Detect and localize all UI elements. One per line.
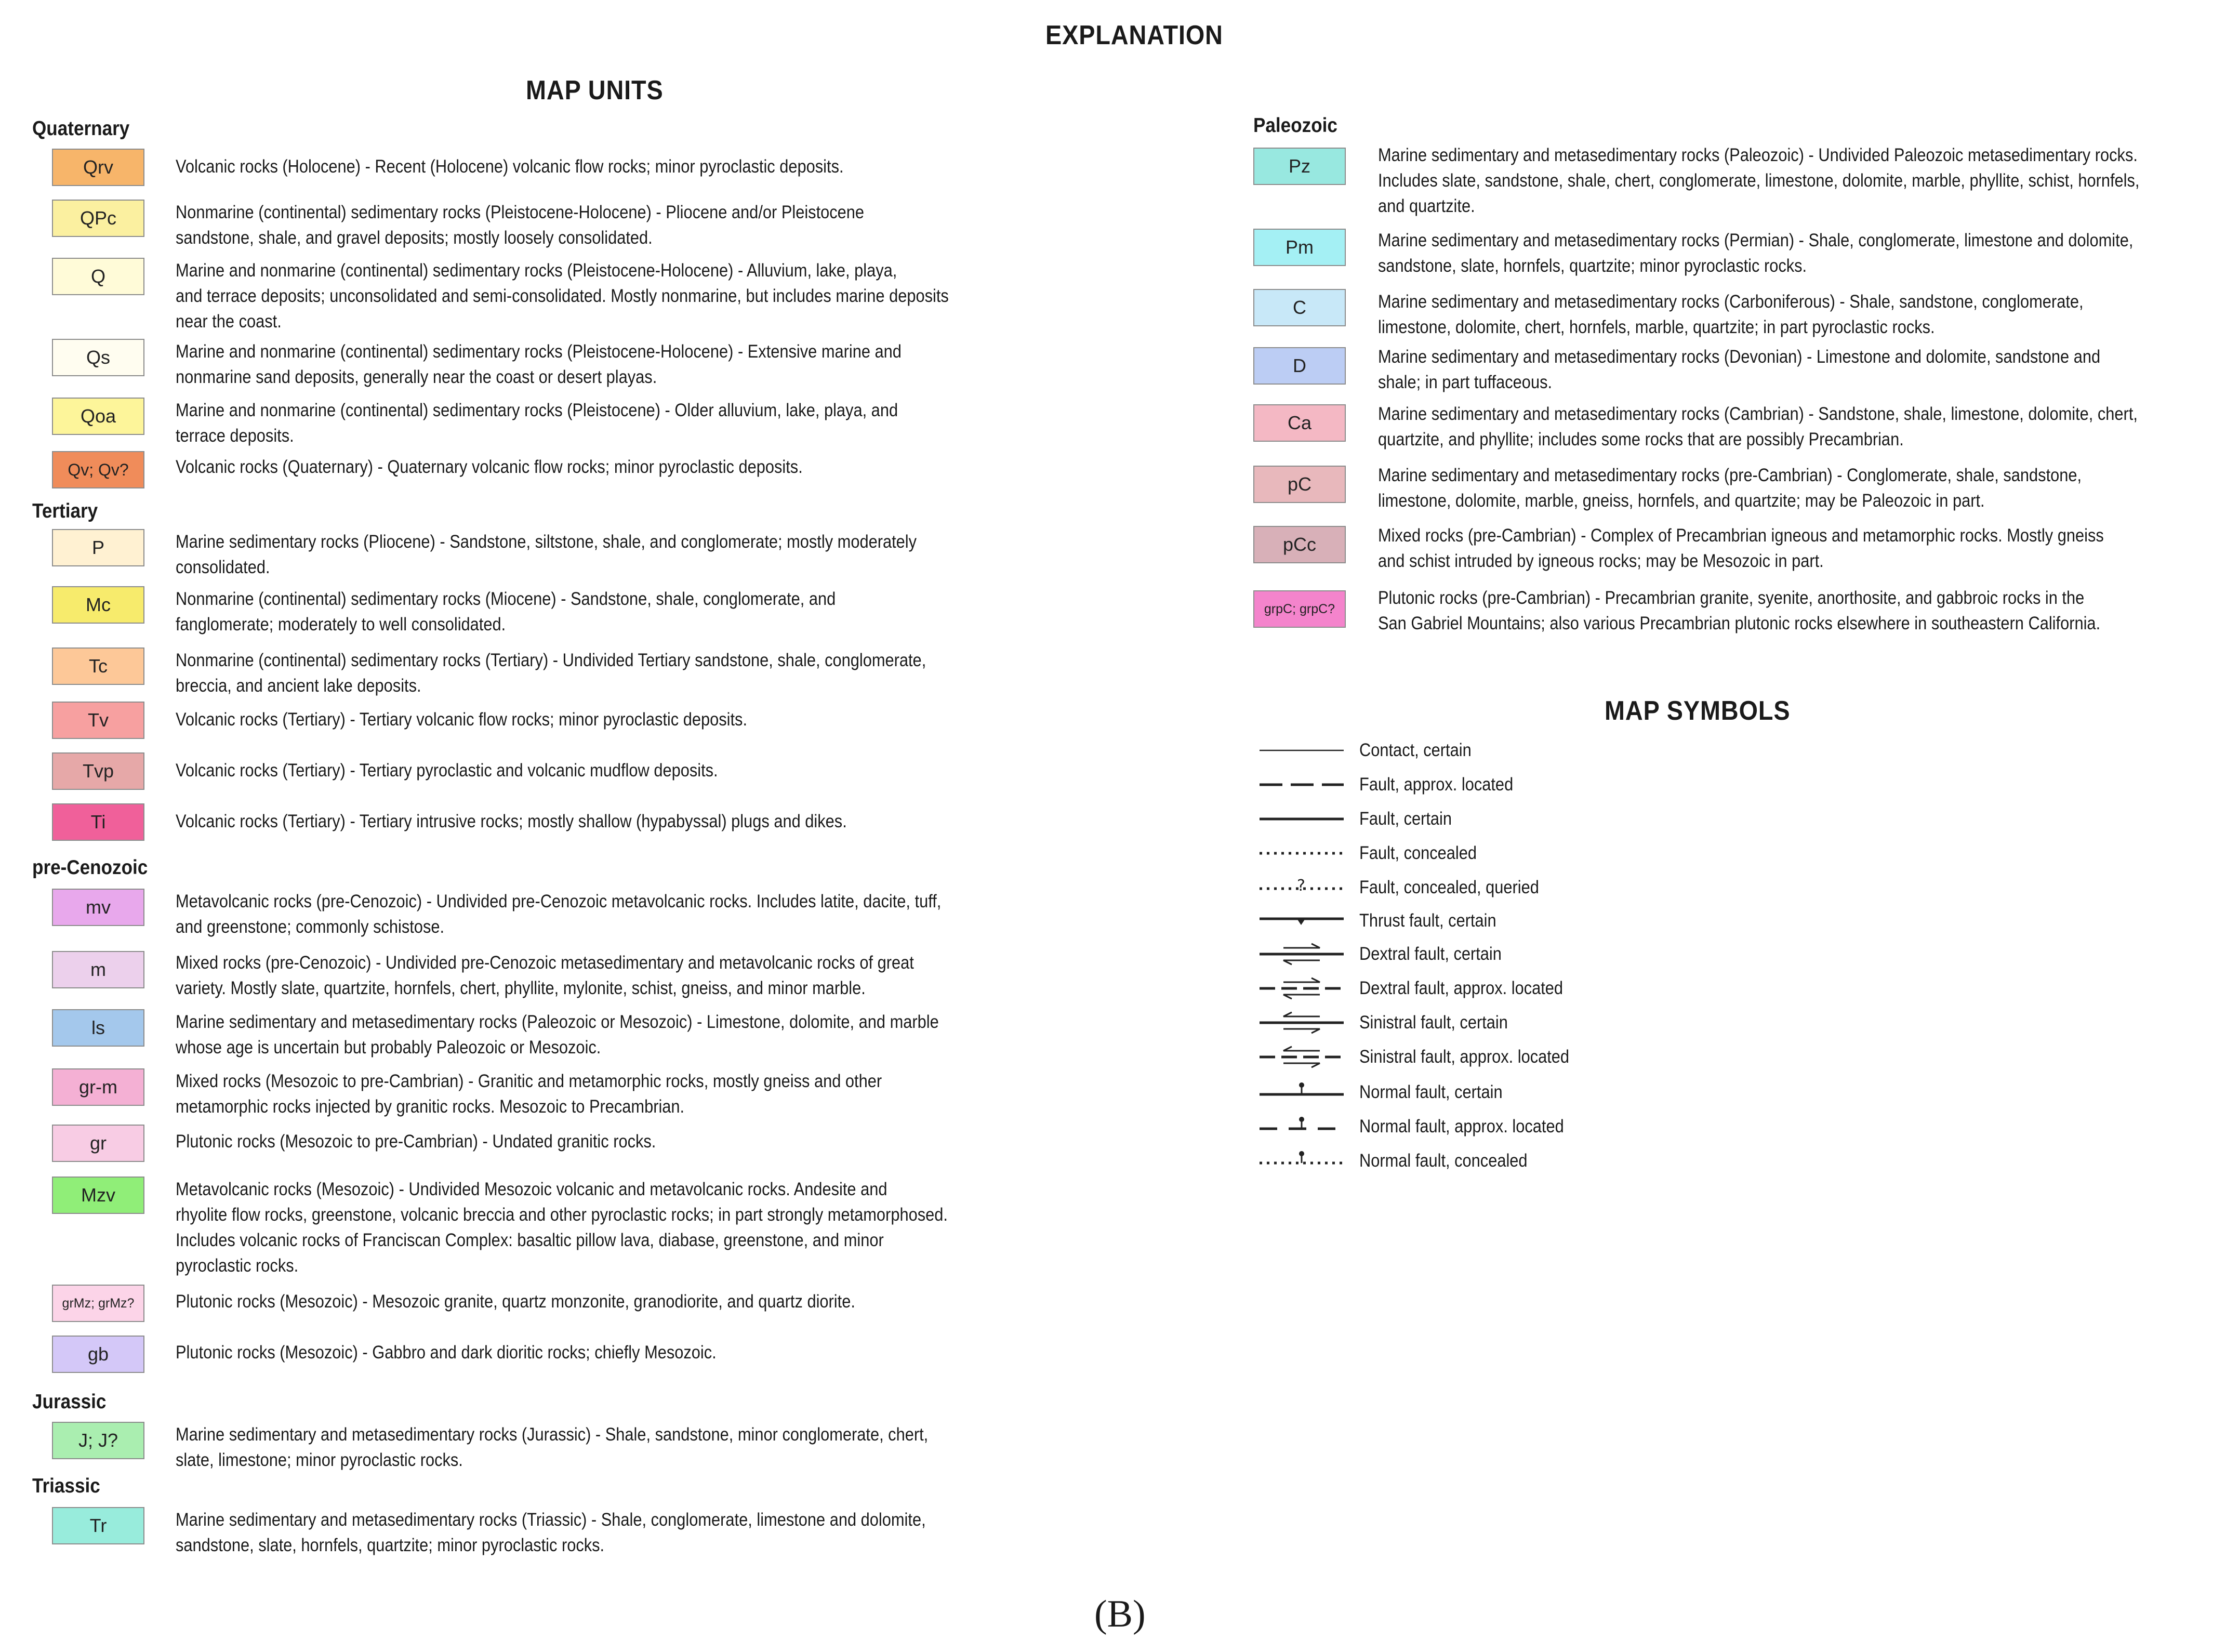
symbol-label-normal: Normal fault, certain	[1359, 1082, 1503, 1102]
sinistral-approx-icon	[1257, 1043, 1346, 1069]
normal-concealed-icon	[1257, 1147, 1346, 1173]
group-heading-tertiary: Tertiary	[32, 500, 98, 522]
solid-fault-icon	[1257, 805, 1346, 831]
unit-swatch-m: m	[52, 951, 144, 988]
unit-description-grmz: Plutonic rocks (Mesozoic) - Mesozoic granite, quartz monzonite, granodiorite, and quartz diorite.	[176, 1291, 855, 1312]
unit-swatch-ca: Ca	[1253, 404, 1346, 442]
unit-swatch-ls: ls	[52, 1009, 144, 1047]
group-heading-quaternary: Quaternary	[32, 117, 130, 140]
unit-description-qs: Marine and nonmarine (continental) sedimentary rocks (Pleistocene-Holocene) - Extensive marine and nonmarine sand deposits, generally near the coast or desert playas.	[176, 341, 902, 387]
normal-approx-icon	[1257, 1113, 1346, 1139]
unit-swatch-c: C	[1253, 289, 1346, 326]
thrust-fault-icon	[1257, 907, 1346, 933]
unit-description-tr: Marine sedimentary and metasedimentary rocks (Triassic) - Shale, conglomerate, limestone and dolomite, sandstone, slate, hornfels, quartzite; minor pyroclastic rocks.	[176, 1510, 926, 1555]
dotted-fault-icon	[1257, 840, 1346, 866]
dextral-approx-icon	[1257, 975, 1346, 1001]
unit-swatch-qs: Qs	[52, 339, 144, 376]
unit-description-p: Marine sedimentary rocks (Pliocene) - Sandstone, siltstone, shale, and conglomerate; mostly moderately consolidated.	[176, 532, 917, 577]
unit-description-qv: Volcanic rocks (Quaternary) - Quaternary volcanic flow rocks; minor pyroclastic deposits.	[176, 457, 803, 477]
symbol-label-contact: Contact, certain	[1359, 740, 1472, 760]
unit-description-d: Marine sedimentary and metasedimentary rocks (Devonian) - Limestone and dolomite, sandstone and shale; in part tuffaceous.	[1378, 347, 2101, 392]
unit-swatch-j: J; J?	[52, 1422, 144, 1459]
dextral-fault-icon	[1257, 941, 1346, 967]
symbol-label-sinistral: Sinistral fault, certain	[1359, 1012, 1508, 1033]
unit-description-gr: Plutonic rocks (Mesozoic to pre-Cambrian) - Undated granitic rocks.	[176, 1131, 656, 1152]
symbol-label-dextral: Dextral fault, certain	[1359, 944, 1502, 964]
unit-swatch-tv: Tv	[52, 702, 144, 739]
unit-description-pm: Marine sedimentary and metasedimentary rocks (Permian) - Shale, conglomerate, limestone and dolomite, sandstone, slate, hornfels, quartzite; minor pyroclastic rocks.	[1378, 230, 2134, 276]
unit-swatch-gr: gr	[52, 1125, 144, 1162]
unit-swatch-qoa: Qoa	[52, 398, 144, 435]
group-heading-pre-cenozoic: pre-Cenozoic	[32, 856, 148, 879]
unit-swatch-mv: mv	[52, 889, 144, 926]
unit-description-mzv: Metavolcanic rocks (Mesozoic) - Undivided Mesozoic volcanic and metavolcanic rocks. Andesite and rhyolite flow rocks, greenstone, volcanic breccia and other pyroclastic rocks; in part strongly metamorphosed. Includes volcanic rocks of Franciscan Complex: basaltic pillow lava, diabase, greenstone, and minor pyroclastic rocks.	[176, 1179, 948, 1276]
symbol-label-dextral-approx: Dextral fault, approx. located	[1359, 978, 1564, 998]
unit-description-gr-m: Mixed rocks (Mesozoic to pre-Cambrian) - Granitic and metamorphic rocks, mostly gneiss and other metamorphic rocks injected by granitic rocks. Mesozoic to Precambrian.	[176, 1071, 882, 1117]
unit-description-ti: Volcanic rocks (Tertiary) - Tertiary intrusive rocks; mostly shallow (hypabyssal) plugs and dikes.	[176, 811, 847, 831]
unit-description-tc: Nonmarine (continental) sedimentary rocks (Tertiary) - Undivided Tertiary sandstone, shale, conglomerate, breccia, and ancient lake deposits.	[176, 650, 926, 696]
symbol-label-sinistral-approx: Sinistral fault, approx. located	[1359, 1047, 1570, 1067]
symbol-label-thrust: Thrust fault, certain	[1359, 910, 1496, 931]
unit-description-tvp: Volcanic rocks (Tertiary) - Tertiary pyroclastic and volcanic mudflow deposits.	[176, 760, 718, 781]
unit-description-c: Marine sedimentary and metasedimentary rocks (Carboniferous) - Shale, sandstone, conglomerate, limestone, dolomite, chert, hornfels, marble, quartzite; in part pyroclastic rocks.	[1378, 292, 2084, 337]
unit-swatch-qrv: Qrv	[52, 149, 144, 186]
unit-swatch-qv: Qv; Qv?	[52, 451, 144, 488]
sinistral-fault-icon	[1257, 1009, 1346, 1035]
unit-description-pc: Marine sedimentary and metasedimentary rocks (pre-Cambrian) - Conglomerate, shale, sandstone, limestone, dolomite, marble, gneiss, hornfels, and quartzite; may be Paleozoic in part.	[1378, 465, 2082, 511]
unit-description-q: Marine and nonmarine (continental) sedimentary rocks (Pleistocene-Holocene) - Alluvium, lake, playa, and terrace deposits; unconsolidated and semi-consolidated. Mostly nonmarine, but includes marine deposits near the coast.	[176, 260, 949, 332]
unit-description-j: Marine sedimentary and metasedimentary rocks (Jurassic) - Shale, sandstone, minor conglomerate, chert, slate, limestone; minor pyroclastic rocks.	[176, 1424, 929, 1470]
symbol-label-fault-approx: Fault, approx. located	[1359, 774, 1514, 795]
unit-swatch-pc: pC	[1253, 466, 1346, 503]
unit-swatch-ti: Ti	[52, 803, 144, 841]
unit-swatch-tc: Tc	[52, 647, 144, 685]
unit-description-ca: Marine sedimentary and metasedimentary rocks (Cambrian) - Sandstone, shale, limestone, dolomite, chert, quartzite, and phyllite; includes some rocks that are possibly Precambrian.	[1378, 404, 2138, 450]
unit-swatch-pcc: pCc	[1253, 526, 1346, 563]
unit-swatch-d: D	[1253, 347, 1346, 385]
symbol-label-normal-approx: Normal fault, approx. located	[1359, 1116, 1564, 1136]
figure-caption: (B)	[1094, 1593, 1146, 1635]
map-units-heading: MAP UNITS	[526, 75, 664, 105]
queried-fault-icon	[1257, 874, 1346, 900]
unit-description-gb: Plutonic rocks (Mesozoic) - Gabbro and dark dioritic rocks; chiefly Mesozoic.	[176, 1342, 717, 1363]
unit-swatch-mzv: Mzv	[52, 1177, 144, 1214]
normal-fault-icon	[1257, 1079, 1346, 1105]
group-heading-jurassic: Jurassic	[32, 1391, 107, 1413]
group-heading-paleozoic: Paleozoic	[1253, 114, 1337, 137]
svg-text:?: ?	[1297, 877, 1305, 895]
unit-swatch-grpc: grpC; grpC?	[1253, 590, 1346, 628]
unit-description-pcc: Mixed rocks (pre-Cambrian) - Complex of Precambrian igneous and metamorphic rocks. Mostly gneiss and schist intruded by igneous rocks; may be Mesozoic in part.	[1378, 525, 2104, 571]
unit-description-grpc: Plutonic rocks (pre-Cambrian) - Precambrian granite, syenite, anorthosite, and gabbroic rocks in the San Gabriel Mountains; also various Precambrian plutonic rocks elsewhere in southeastern California.	[1378, 588, 2101, 633]
unit-description-tv: Volcanic rocks (Tertiary) - Tertiary volcanic flow rocks; minor pyroclastic deposits.	[176, 709, 748, 730]
unit-description-m: Mixed rocks (pre-Cenozoic) - Undivided pre-Cenozoic metasedimentary and metavolcanic rocks of great variety. Mostly slate, quartzite, hornfels, chert, phyllite, mylonite, schist, gneiss, and minor marble.	[176, 953, 914, 998]
unit-swatch-q: Q	[52, 258, 144, 295]
map-symbols-heading: MAP SYMBOLS	[1605, 696, 1791, 726]
unit-swatch-p: P	[52, 529, 144, 566]
symbol-label-fault-certain: Fault, certain	[1359, 809, 1452, 829]
symbol-label-fault-queried: Fault, concealed, queried	[1359, 877, 1539, 897]
unit-description-pz: Marine sedimentary and metasedimentary rocks (Paleozoic) - Undivided Paleozoic metasedimentary rocks. Includes slate, sandstone, shale, chert, conglomerate, limestone, dolomite, marble, phyllite, schist, hornfels, and quartzite.	[1378, 145, 2140, 216]
unit-swatch-gb: gb	[52, 1336, 144, 1373]
symbol-label-normal-concealed: Normal fault, concealed	[1359, 1151, 1528, 1171]
unit-description-mv: Metavolcanic rocks (pre-Cenozoic) - Undivided pre-Cenozoic metavolcanic rocks. Includes latite, dacite, tuff, and greenstone; commonly schistose.	[176, 891, 942, 937]
unit-description-qoa: Marine and nonmarine (continental) sedimentary rocks (Pleistocene) - Older alluvium, lake, playa, and terrace deposits.	[176, 400, 898, 446]
unit-swatch-mc: Mc	[52, 586, 144, 624]
unit-swatch-qpc: QPc	[52, 200, 144, 237]
unit-description-mc: Nonmarine (continental) sedimentary rocks (Miocene) - Sandstone, shale, conglomerate, and fanglomerate; moderately to well consolidated.	[176, 589, 836, 635]
explanation-title: EXPLANATION	[1045, 20, 1223, 50]
unit-swatch-grmz: grMz; grMz?	[52, 1285, 144, 1322]
unit-description-ls: Marine sedimentary and metasedimentary rocks (Paleozoic or Mesozoic) - Limestone, dolomite, and marble whose age is uncertain but probably Paleozoic or Mesozoic.	[176, 1012, 939, 1058]
unit-swatch-tr: Tr	[52, 1507, 144, 1544]
symbol-label-fault-concealed: Fault, concealed	[1359, 843, 1477, 863]
dashed-fault-icon	[1257, 771, 1346, 797]
unit-description-qrv: Volcanic rocks (Holocene) - Recent (Holocene) volcanic flow rocks; minor pyroclastic deposits.	[176, 156, 844, 177]
contact-line-icon	[1257, 737, 1346, 763]
unit-swatch-pm: Pm	[1253, 229, 1346, 266]
group-heading-triassic: Triassic	[32, 1475, 100, 1497]
unit-swatch-pz: Pz	[1253, 148, 1346, 185]
unit-swatch-tvp: Tvp	[52, 752, 144, 790]
unit-description-qpc: Nonmarine (continental) sedimentary rocks (Pleistocene-Holocene) - Pliocene and/or Pleistocene sandstone, shale, and gravel deposits; mostly loosely consolidated.	[176, 202, 865, 248]
unit-swatch-gr-m: gr-m	[52, 1068, 144, 1106]
